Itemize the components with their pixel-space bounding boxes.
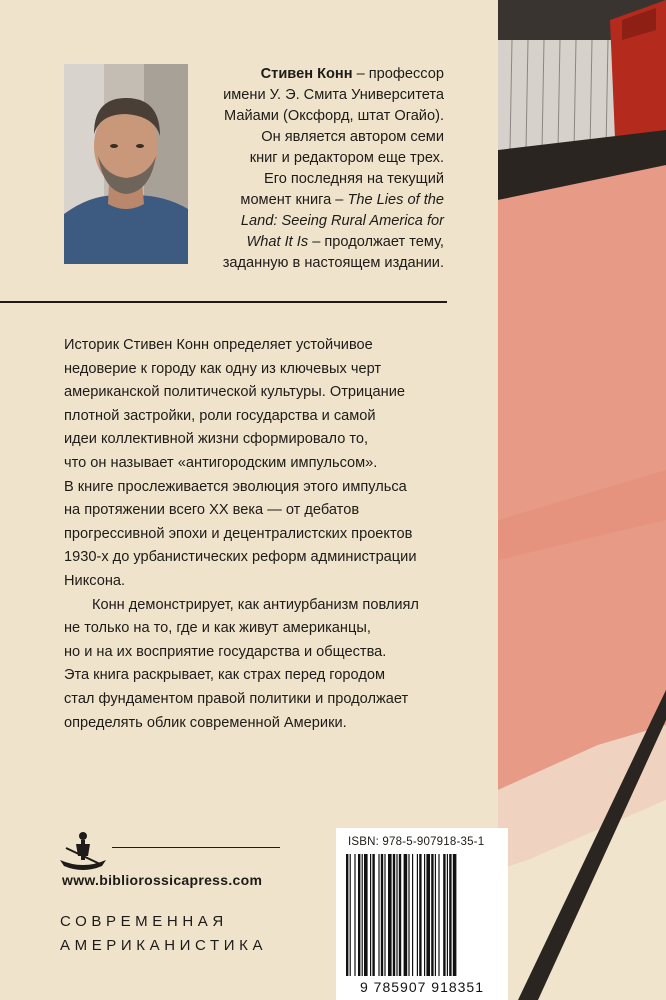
text-line: американской политической культуры. Отрицание (64, 384, 405, 401)
series-line: СОВРЕМЕННАЯ (60, 913, 228, 930)
book-description (64, 334, 446, 735)
bio-line: момент книга – (240, 192, 344, 208)
author-bio (204, 64, 444, 274)
barcode-graphic (344, 854, 500, 996)
text-line: плотной застройки, роли государства и самой (64, 407, 376, 424)
section-divider (0, 301, 447, 303)
text-line: Историк Стивен Конн определяет устойчивое (64, 337, 373, 353)
book-title: The Lies of the (347, 192, 444, 208)
book-title: What It Is (246, 234, 309, 250)
text-line: Эта книга раскрывает, как страх перед городом (64, 667, 386, 684)
logo-rule (112, 847, 280, 848)
bio-line: книг и редактором еще трех. (249, 150, 444, 166)
text-line: что он называет «антигородским импульсом». (64, 454, 378, 471)
text-line: недоверие к городу как одну из ключевых черт (64, 360, 382, 377)
author-name: Стивен Конн (260, 66, 353, 82)
text-line: не только на то, где и как живут американцы, (64, 620, 371, 637)
bio-line: Майами (Оксфорд, штат Огайо). (224, 108, 444, 124)
text-line: идеи коллективной жизни сформировало то, (64, 431, 369, 448)
text-line: прогрессивной эпохи и децентралистских проектов (64, 525, 413, 542)
text-line: стал фундаментом правой политики и продолжает (64, 690, 409, 707)
series-title (60, 910, 267, 958)
series-line: АМЕРИКАНИСТИКА (60, 937, 268, 954)
text-line: Никсона. (64, 572, 126, 589)
isbn-barcode (336, 828, 508, 1000)
barcode-digits: 9 785907 918351 (360, 979, 484, 995)
text-line: 1930-х до урбанистических реформ администрации (64, 549, 417, 566)
text-line: Конн демонстрирует, как антиурбанизм повлиял (92, 596, 419, 613)
description-paragraph-2 (64, 594, 446, 736)
text-line: но и на их восприятие государства и общества. (64, 643, 387, 660)
bio-line: заданную в настоящем издании. (222, 255, 444, 271)
text-line: В книге прослеживается эволюция этого импульса (64, 478, 407, 495)
cover-painting (498, 0, 666, 1000)
bio-line: имени У. Э. Смита Университета (223, 87, 444, 103)
bio-line: – профессор (356, 66, 444, 82)
text-line: на протяжении всего XX века — от дебатов (64, 502, 360, 519)
book-title: Land: Seeing Rural America for (240, 213, 444, 229)
description-paragraph-1 (64, 334, 446, 594)
publisher-website: www.bibliorossicapress.com (62, 872, 263, 888)
text-line: определять облик современной Америки. (64, 714, 347, 731)
author-photo (64, 64, 188, 264)
bio-line: – продолжает тему, (312, 234, 444, 250)
bio-line: Его последняя на текущий (264, 171, 444, 187)
publisher-logo-icon (58, 820, 108, 874)
bio-line: Он является автором семи (261, 129, 444, 145)
isbn-label: ISBN: 978-5-907918-35-1 (348, 836, 485, 848)
